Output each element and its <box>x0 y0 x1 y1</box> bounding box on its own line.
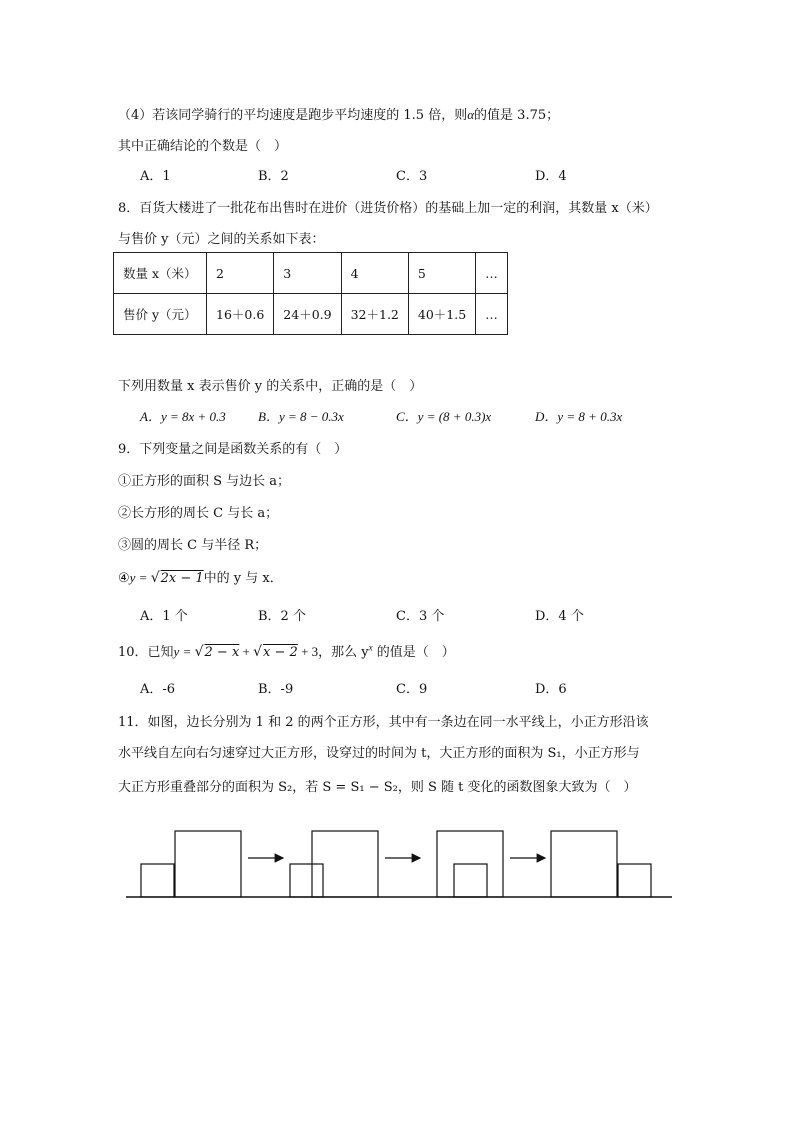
q9-option-a[interactable]: A．1 个 <box>140 609 188 624</box>
alpha-symbol: α <box>467 107 475 122</box>
q7-question-tail: 其中正确结论的个数是（ ） <box>118 139 288 154</box>
q8-stem-line-2: 与售价 y（元）之间的关系如下表： <box>118 232 325 247</box>
small-square-stage-3 <box>454 864 487 897</box>
table-cell: 16＋0.6 <box>207 294 274 335</box>
large-square-stage-1 <box>175 831 241 897</box>
q9-option-c[interactable]: C．3 个 <box>396 609 445 624</box>
radicand: 2x − 1 <box>160 571 204 586</box>
q9-item-3: ③圆的周长 C 与半径 R； <box>118 538 268 553</box>
small-square-stage-2 <box>290 864 323 897</box>
q8-option-a[interactable]: A．y = 8x + 0.3 <box>140 409 226 424</box>
table-cell: … <box>476 253 508 294</box>
sqrt-symbol: √ <box>150 570 160 586</box>
q11-stem-line-3: 大正方形重叠部分的面积为 S₂，若 S = S₁ − S₂，则 S 随 t 变化的函数图象大致为（ ） <box>118 780 637 795</box>
q10-tail: ，那么 y <box>318 645 369 660</box>
equation-lhs: y = <box>129 570 151 585</box>
radicand-2: x − 2 <box>263 645 298 660</box>
table-cell: 数量 x（米） <box>114 253 207 294</box>
statement-4-text: （4）若该同学骑行的平均速度是跑步平均速度的 1.5 倍，则 <box>118 108 468 123</box>
q7-option-c[interactable]: C．3 <box>396 169 428 184</box>
table-cell: 32＋1.2 <box>341 294 408 335</box>
small-square-stage-1 <box>141 864 174 897</box>
equation-lhs: y = <box>173 644 195 659</box>
q9-stem: 9．下列变量之间是函数关系的有（ ） <box>118 442 348 457</box>
table-cell: … <box>476 294 508 335</box>
q10-option-c[interactable]: C．9 <box>396 682 428 697</box>
table-cell: 40＋1.5 <box>408 294 475 335</box>
constant-term: + 3 <box>297 644 319 659</box>
table-cell: 售价 y（元） <box>114 294 207 335</box>
plus-sign: + <box>239 644 254 659</box>
q7-option-b[interactable]: B．2 <box>258 169 289 184</box>
item-number: ④ <box>118 571 130 586</box>
table-cell: 3 <box>274 253 341 294</box>
q11-stem-line-1: 11．如图，边长分别为 1 和 2 的两个正方形，其中有一条边在同一水平线上，小正方形沿该 <box>118 715 649 730</box>
q9-item-1: ①正方形的面积 S 与边长 a； <box>118 474 291 489</box>
q9-option-b[interactable]: B．2 个 <box>258 609 306 624</box>
q8-prompt: 下列用数量 x 表示售价 y 的关系中，正确的是（ ） <box>118 379 423 394</box>
radicand-1: 2 − x <box>204 645 240 660</box>
q10-option-a[interactable]: A．-6 <box>140 682 176 697</box>
q9-item-2: ②长方形的周长 C 与长 a； <box>118 506 279 521</box>
q9-option-d[interactable]: D．4 个 <box>535 609 584 624</box>
small-square-stage-4 <box>618 864 651 897</box>
q10-lead: 10．已知 <box>118 645 174 660</box>
sqrt-symbol: √ <box>194 644 204 660</box>
table-cell: 24＋0.9 <box>274 294 341 335</box>
q8-option-b[interactable]: B．y = 8 − 0.3x <box>258 409 344 424</box>
q10-option-b[interactable]: B．-9 <box>258 682 294 697</box>
q10-tail-2: 的值是（ ） <box>372 645 455 660</box>
q7-option-a[interactable]: A．1 <box>140 169 171 184</box>
q11-stem-line-2: 水平线自左向右匀速穿过大正方形，设穿过的时间为 t，大正方形的面积为 S₁，小正方形与 <box>118 746 640 761</box>
table-cell: 2 <box>207 253 274 294</box>
q8-option-d[interactable]: D．y = 8 + 0.3x <box>535 409 623 424</box>
table-cell: 5 <box>408 253 475 294</box>
sqrt-symbol: √ <box>253 644 263 660</box>
large-square-stage-4 <box>551 831 617 897</box>
q7-option-d[interactable]: D．4 <box>535 169 567 184</box>
item-4-tail: 中的 y 与 x． <box>203 571 283 586</box>
statement-4-rest: 的值是 3.75； <box>474 108 560 123</box>
table-cell: 4 <box>341 253 408 294</box>
exponent: x <box>368 642 373 653</box>
q8-option-c[interactable]: C．y = (8 + 0.3)x <box>396 409 492 424</box>
q8-stem-line-1: 8．百货大楼进了一批花布出售时在进价（进货价格）的基础上加一定的利润，其数量 x（米） <box>118 201 658 216</box>
q10-option-d[interactable]: D．6 <box>535 682 567 697</box>
